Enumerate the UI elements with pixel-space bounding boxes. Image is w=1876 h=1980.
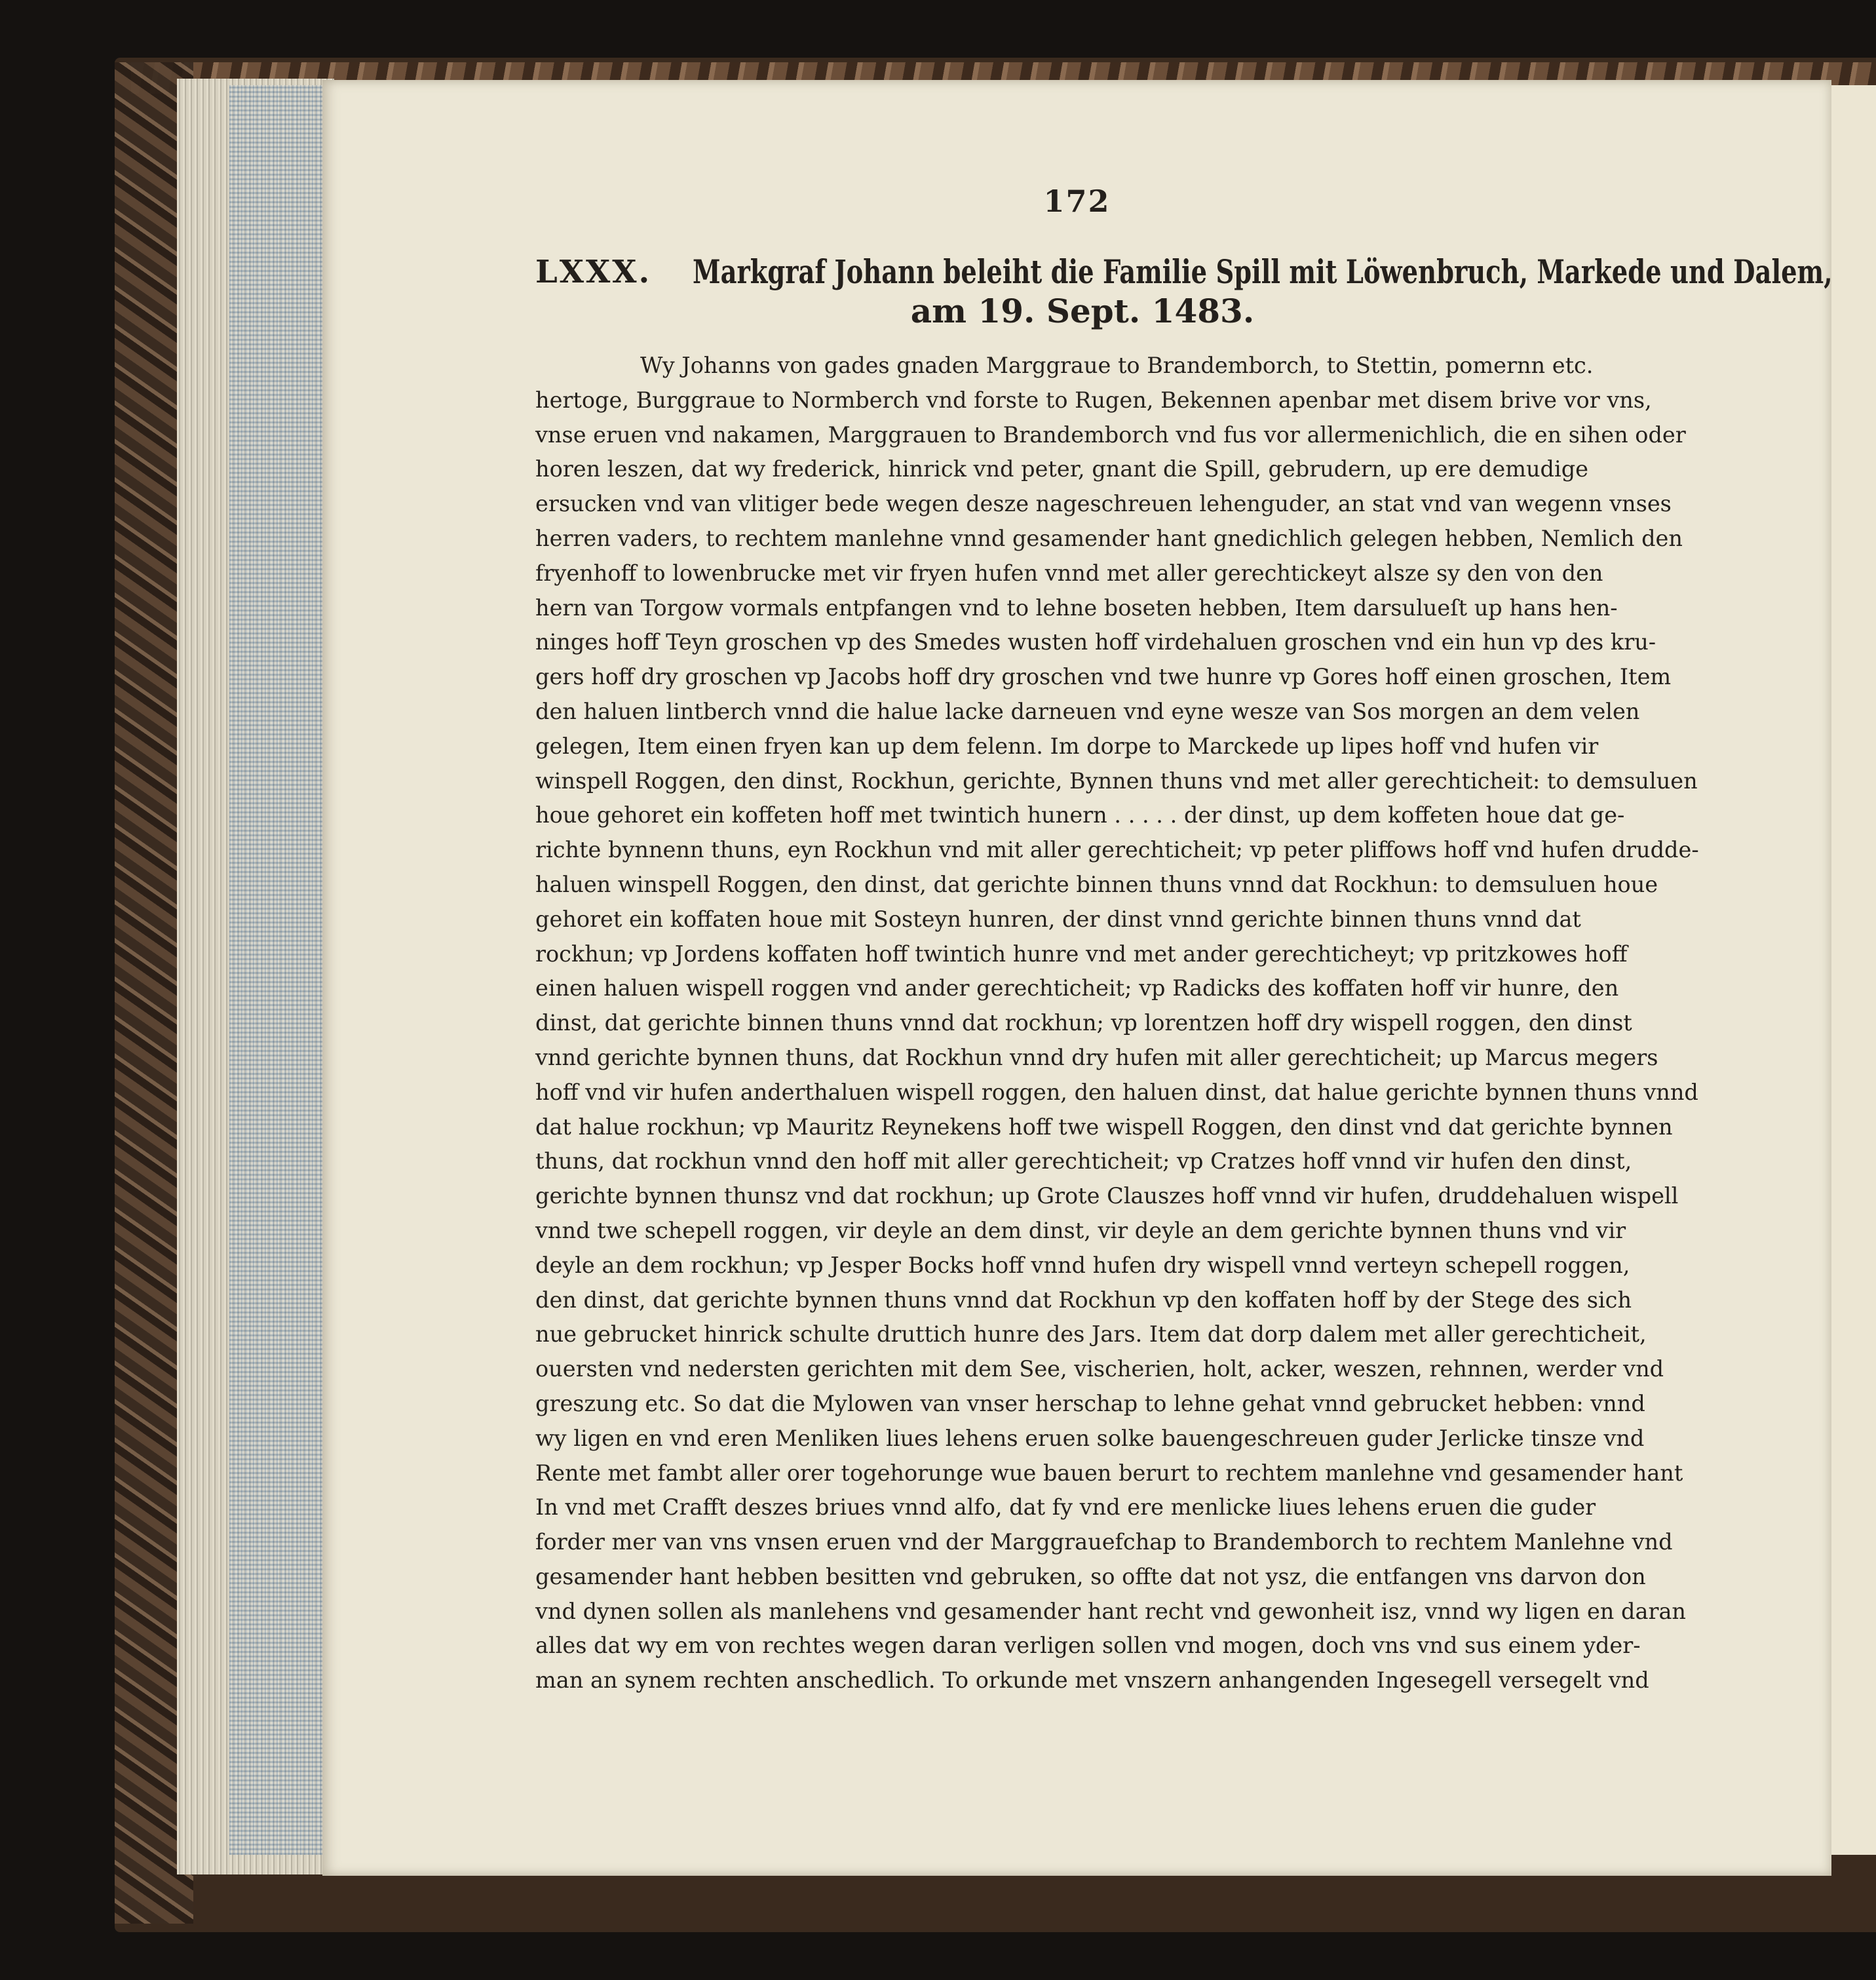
text-line: In vnd met Crafft deszes briues vnnd alfo, dat fy vnd ere menlicke liues lehens eruen die guder — [535, 1494, 1596, 1521]
document-title-line-1: Markgraf Johann beleiht die Familie Spill mit Löwenbruch, Markede und Dalem, — [693, 252, 1833, 291]
text-line: vnnd twe schepell roggen, vir deyle an dem dinst, vir deyle an dem gerichte bynnen thuns vnd vir — [535, 1217, 1626, 1243]
text-line: nue gebrucket hinrick schulte druttich hunre des Jars. Item dat dorp dalem met aller gerechticheit, — [535, 1321, 1647, 1348]
text-line: herren vaders, to rechtem manlehne vnnd gesamender hant gnedichlich gelegen hebben, Nemlich den — [535, 525, 1683, 551]
text-line: ouersten vnd nedersten gerichten mit dem See, vischerien, holt, acker, weszen, rehnnen, werder vnd — [535, 1356, 1664, 1382]
text-line: forder mer van vns vnsen eruen vnd der Marggrauefchap to Brandemborch to rechtem Manlehne vnd — [535, 1529, 1673, 1555]
text-line: Wy Johanns von gades gnaden Marggraue to Brandemborch, to Stettin, pomernn etc. — [640, 353, 1594, 378]
text-line: hertoge, Burggraue to Normberch vnd forste to Rugen, Bekennen apenbar met disem brive vor vns, — [535, 387, 1652, 413]
text-line: horen leszen, dat wy frederick, hinrick vnd peter, gnant die Spill, gebrudern, up ere demudige — [535, 456, 1588, 482]
text-line: dinst, dat gerichte binnen thuns vnnd dat rockhun; vp lorentzen hoff dry wispell roggen, den dinst — [535, 1010, 1632, 1036]
text-line: haluen winspell Roggen, den dinst, dat gerichte binnen thuns vnnd dat Rockhun: to demsuluen houe — [535, 871, 1658, 897]
text-line: ersucken vnd van vlitiger bede wegen desze nageschreuen lehenguder, an stat vnd van wegenn vnses — [535, 491, 1672, 517]
text-line: Rente met fambt aller orer togehorunge wue bauen berurt to rechtem manlehne vnd gesamender hant — [535, 1460, 1683, 1486]
text-line: ninges hoff Teyn groschen vp des Smedes wusten hoff virdehaluen groschen vnd ein hun vp des kru- — [535, 629, 1656, 655]
text-line: hoff vnd vir hufen anderthaluen wispell roggen, den haluen dinst, dat halue gerichte bynnen thuns vnnd — [535, 1079, 1698, 1105]
text-line: vnnd gerichte bynnen thuns, dat Rockhun vnnd dry hufen mit aller gerechticheit; up Marcus megers — [535, 1044, 1658, 1070]
text-line: greszung etc. So dat die Mylowen van vnser herschap to lehne gehat vnnd gebrucket hebben: vnnd — [535, 1390, 1645, 1416]
book-page — [322, 80, 1831, 1876]
text-line: wy ligen en vnd eren Menliken liues lehens eruen solke bauengeschreuen guder Jerlicke tinsze vnd — [535, 1425, 1645, 1451]
text-line: gesamender hant hebben besitten vnd gebruken, so offte dat not ysz, die entfangen vns darvon don — [535, 1563, 1646, 1589]
text-line: gehoret ein koffaten houe mit Sosteyn hunren, der dinst vnnd gerichte binnen thuns vnnd dat — [535, 906, 1581, 932]
text-line: dat halue rockhun; vp Mauritz Reynekens hoff twe wispell Roggen, den dinst vnd dat gerichte bynnen — [535, 1114, 1673, 1140]
text-line: gelegen, Item einen fryen kan up dem felenn. Im dorpe to Marckede up lipes hoff vnd hufen vir — [535, 733, 1599, 759]
text-line: deyle an dem rockhun; vp Jesper Bocks hoff vnnd hufen dry wispell vnnd verteyn schepell roggen, — [535, 1252, 1630, 1278]
text-line: einen haluen wispell roggen vnd ander gerechticheit; vp Radicks des koffaten hoff vir hunre, den — [535, 975, 1619, 1001]
facing-page — [1828, 85, 1876, 1855]
text-line: hern van Torgow vormals entpfangen vnd to lehne boseten hebben, Item darsulueſt up hans hen- — [535, 594, 1618, 621]
text-line: rockhun; vp Jordens koffaten hoff twintich hunre vnd met ander gerechticheyt; vp pritzkowes hoff — [535, 941, 1628, 967]
document-number: LXXX. — [535, 254, 652, 290]
text-line: alles dat wy em von rechtes wegen daran verligen sollen vnd mogen, doch vns vnd sus einem yder- — [535, 1633, 1641, 1659]
text-line: thuns, dat rockhun vnnd den hoff mit aller gerechticheit; vp Cratzes hoff vnnd vir hufen den dinst, — [535, 1148, 1632, 1174]
document-body-text — [535, 349, 1829, 1698]
text-line: den haluen lintberch vnnd die halue lacke darneuen vnd eyne wesze van Sos morgen an dem velen — [535, 698, 1640, 724]
text-line: den dinst, dat gerichte bynnen thuns vnnd dat Rockhun vp den koffaten hoff by der Stege des sich — [535, 1287, 1632, 1313]
sprinkled-page-edges — [229, 85, 328, 1855]
page-number: 172 — [1043, 184, 1111, 219]
text-line: fryenhoff to lowenbrucke met vir fryen hufen vnnd met aller gerechtickeyt alsze sy den von den — [535, 560, 1603, 586]
document-title-line-2: am 19. Sept. 1483. — [910, 292, 1255, 330]
text-line: houe gehoret ein koffeten hoff met twintich hunern . . . . . der dinst, up dem koffeten houe dat ge- — [535, 802, 1625, 828]
text-line: man an synem rechten anschedlich. To orkunde met vnszern anhangenden Ingesegell versegelt vnd — [535, 1667, 1649, 1694]
text-line: richte bynnenn thuns, eyn Rockhun vnd mit aller gerechticheit; vp peter pliffows hoff vnd hufen drudde- — [535, 837, 1699, 863]
text-line: vnd dynen sollen als manlehens vnd gesamender hant recht vnd gewonheit isz, vnnd wy ligen en daran — [535, 1598, 1687, 1624]
text-line: gers hoff dry groschen vp Jacobs hoff dry groschen vnd twe hunre vp Gores hoff einen groschen, Item — [535, 664, 1672, 690]
text-line: winspell Roggen, den dinst, Rockhun, gerichte, Bynnen thuns vnd met aller gerechticheit: to demsuluen — [535, 767, 1698, 794]
text-line: gerichte bynnen thunsz vnd dat rockhun; up Grote Clauszes hoff vnnd vir hufen, druddehaluen wispell — [535, 1183, 1679, 1209]
text-line: vnse eruen vnd nakamen, Marggrauen to Brandemborch vnd fus vor allermenichlich, die en sihen oder — [535, 421, 1686, 448]
